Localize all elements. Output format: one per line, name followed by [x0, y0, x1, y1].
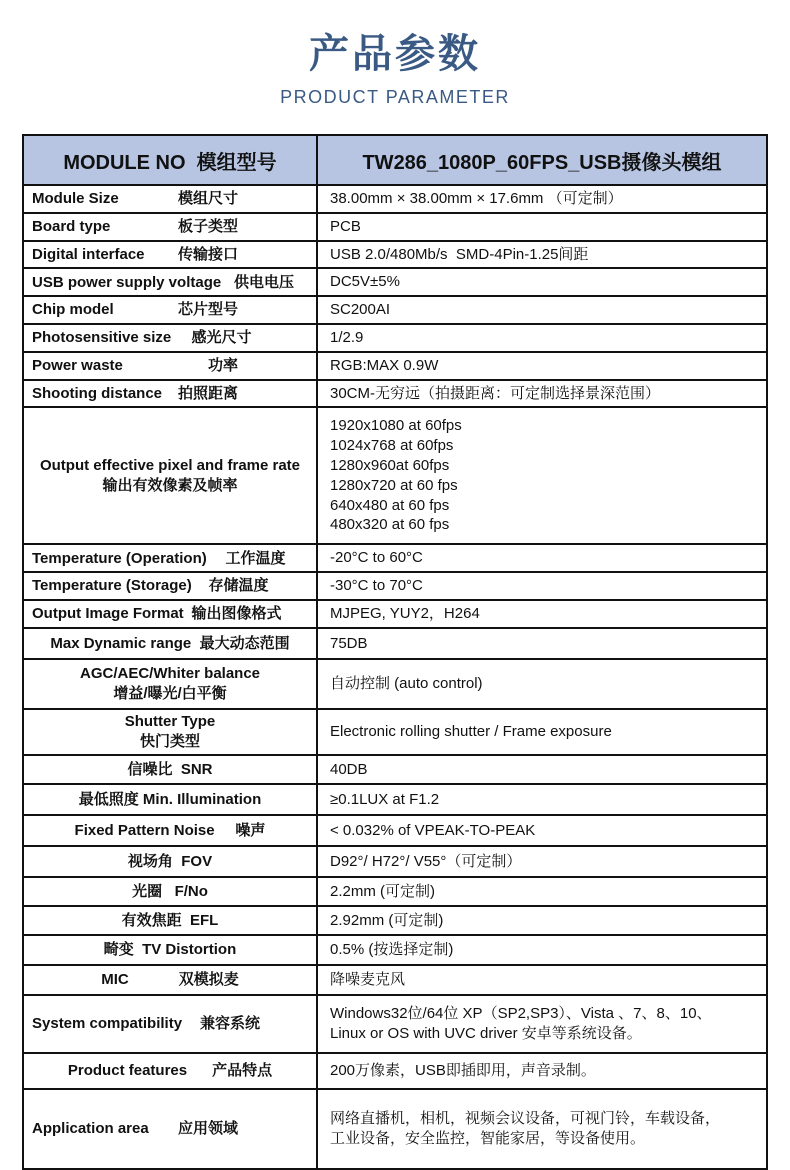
spec-label-line: 输出有效像素及帧率	[102, 476, 238, 494]
spec-label-zh: 拍照距离	[177, 384, 238, 402]
spec-value	[318, 785, 766, 814]
spec-label	[24, 907, 318, 934]
spec-value	[318, 186, 766, 212]
table-row	[24, 408, 766, 545]
spec-value	[318, 756, 766, 783]
spec-label-en: Temperature (Storage)	[32, 577, 192, 595]
spec-label-zh: 存储温度	[208, 577, 269, 595]
spec-value-line: USB 2.0/480Mb/s SMD-4Pin-1.25间距	[330, 245, 589, 263]
spec-label-zh: 工作温度	[225, 549, 286, 567]
table-row	[24, 878, 766, 907]
spec-label-line: 视场角 FOV	[127, 852, 213, 870]
spec-label-line: Max Dynamic range 最大动态范围	[50, 634, 290, 652]
spec-value-line: 1280x720 at 60 fps	[330, 476, 458, 494]
spec-value	[318, 847, 766, 876]
spec-label-en: System compatibility	[32, 1015, 183, 1033]
spec-value-line: 工业设备，安全监控，智能家居，等设备使用。	[330, 1129, 646, 1147]
spec-value	[318, 601, 766, 627]
spec-value	[318, 710, 766, 754]
table-row	[24, 353, 766, 381]
spec-label-en: Shooting distance	[32, 384, 163, 402]
spec-label	[24, 756, 318, 783]
spec-value-line: D92°/ H72°/ V55°（可定制）	[330, 852, 522, 870]
table-row	[24, 214, 766, 242]
spec-label-en: Application area	[32, 1120, 149, 1138]
table-header-row	[24, 136, 766, 186]
spec-value	[318, 629, 766, 658]
spec-label-en: Chip model	[32, 301, 114, 319]
spec-label-en: Digital interface	[32, 245, 145, 263]
spec-label-line: MIC 双模拟麦	[101, 971, 239, 989]
spec-label-en: Photosensitive size	[32, 329, 172, 347]
table-row	[24, 186, 766, 214]
spec-value	[318, 325, 766, 351]
spec-label-line: 有效焦距 EFL	[121, 911, 219, 929]
spec-value-line: 200万像素，USB即插即用，声音录制。	[330, 1062, 596, 1080]
spec-value-line: Windows32位/64位 XP（SP2,SP3）、Vista 、7、8、10、	[330, 1005, 712, 1023]
spec-value-line: 30CM-无穷远（拍摄距离：可定制选择景深范围）	[330, 384, 661, 402]
spec-label-line: 最低照度 Min. Illumination	[78, 790, 262, 808]
table-row	[24, 996, 766, 1054]
spec-label-en: Output Image Format	[32, 605, 184, 623]
spec-value-line: ≥0.1LUX at F1.2	[330, 790, 440, 808]
spec-label-zh: 板子类型	[177, 217, 238, 235]
spec-value-line: < 0.032% of VPEAK-TO-PEAK	[330, 821, 536, 839]
spec-value	[318, 297, 766, 323]
spec-table	[22, 134, 768, 1170]
spec-value-line: 1920x1080 at 60fps	[330, 417, 462, 435]
spec-label	[24, 966, 318, 994]
spec-value	[318, 936, 766, 964]
spec-value	[318, 545, 766, 571]
spec-value-line: 1/2.9	[330, 328, 364, 346]
spec-value	[318, 878, 766, 905]
spec-label-line: 快门类型	[139, 732, 200, 750]
spec-value	[318, 573, 766, 599]
spec-value-line: 1280x960at 60fps	[330, 457, 450, 475]
table-row	[24, 907, 766, 936]
table-row	[24, 756, 766, 785]
spec-value-line: 1024x768 at 60fps	[330, 437, 454, 455]
spec-value-line: DC5V±5%	[330, 273, 400, 291]
spec-label-zh: 传输接口	[177, 245, 238, 263]
spec-value	[318, 907, 766, 934]
spec-label	[24, 1054, 318, 1088]
table-row	[24, 816, 766, 847]
spec-label-zh: 兼容系统	[199, 1015, 260, 1033]
spec-label-en: Board type	[32, 217, 111, 235]
table-row	[24, 381, 766, 409]
spec-label-zh: 供电电压	[233, 273, 294, 291]
spec-label	[24, 710, 318, 754]
spec-value	[318, 1054, 766, 1088]
title-block	[0, 22, 790, 108]
spec-label	[24, 1090, 318, 1168]
spec-value-line: 2.92mm (可定制)	[330, 911, 444, 929]
table-row	[24, 601, 766, 629]
spec-label-line: 畸变 TV Distortion	[103, 941, 237, 959]
spec-label-line: 信噪比 SNR	[127, 760, 213, 778]
spec-value	[318, 408, 766, 543]
spec-label	[24, 785, 318, 814]
spec-value-line: 640x480 at 60 fps	[330, 496, 450, 514]
spec-label-en: Temperature (Operation)	[32, 549, 207, 567]
spec-value	[318, 966, 766, 994]
page-title: 产品参数	[309, 32, 481, 76]
spec-value	[318, 1090, 766, 1168]
table-row	[24, 325, 766, 353]
spec-label-zh: 输出图像格式	[191, 605, 282, 623]
spec-label-zh: 应用领域	[177, 1120, 238, 1138]
spec-value-line: 40DB	[330, 760, 368, 778]
spec-value-line: 480x320 at 60 fps	[330, 516, 450, 534]
spec-label-line: 增益/曝光/白平衡	[113, 684, 227, 702]
spec-value-line: 网络直播机，相机，视频会议设备，可视门铃，车载设备，	[330, 1110, 721, 1128]
spec-value	[318, 816, 766, 845]
spec-label	[24, 214, 318, 240]
table-row	[24, 242, 766, 270]
table-row	[24, 1090, 766, 1168]
spec-value-line: 0.5% (按选择定制)	[330, 941, 454, 959]
spec-value	[318, 381, 766, 407]
spec-label	[24, 629, 318, 658]
spec-label-line: Output effective pixel and frame rate	[39, 457, 301, 475]
table-row	[24, 269, 766, 297]
table-row	[24, 785, 766, 816]
spec-label	[24, 381, 318, 407]
spec-label	[24, 269, 318, 295]
spec-label-zh: 模组尺寸	[177, 190, 238, 208]
spec-label	[24, 573, 318, 599]
table-row	[24, 1054, 766, 1090]
spec-value	[318, 996, 766, 1052]
spec-value-line: PCB	[330, 217, 361, 235]
spec-label-en: Module Size	[32, 190, 119, 208]
spec-value-line: Electronic rolling shutter / Frame exposure	[330, 723, 612, 741]
spec-label	[24, 936, 318, 964]
spec-value-line: SC200AI	[330, 301, 391, 319]
spec-value	[318, 269, 766, 295]
spec-label	[24, 186, 318, 212]
page-subtitle: PRODUCT PARAMETER	[280, 87, 510, 107]
table-row	[24, 847, 766, 878]
spec-label	[24, 545, 318, 571]
spec-label-en: Power waste	[32, 356, 123, 374]
spec-value-line: 2.2mm (可定制)	[330, 882, 436, 900]
spec-value	[318, 242, 766, 268]
spec-label-en: USB power supply voltage	[32, 273, 222, 291]
spec-label	[24, 601, 318, 627]
spec-label-line: Fixed Pattern Noise 噪声	[74, 821, 266, 839]
table-row	[24, 936, 766, 966]
module-no-header: MODULE NO 模组型号	[24, 136, 318, 184]
spec-label	[24, 353, 318, 379]
spec-label	[24, 878, 318, 905]
spec-label	[24, 996, 318, 1052]
table-row	[24, 660, 766, 710]
spec-label-line: Product features 产品特点	[67, 1062, 273, 1080]
spec-value-line: 降噪麦克风	[330, 971, 406, 989]
spec-label	[24, 325, 318, 351]
module-model-header: TW286_1080P_60FPS_USB摄像头模组	[362, 151, 722, 174]
table-row	[24, 966, 766, 996]
spec-value-line: Linux or OS with UVC driver 安卓等系统设备。	[330, 1024, 642, 1042]
spec-value-line: 75DB	[330, 634, 368, 652]
spec-value	[318, 660, 766, 708]
table-row	[24, 545, 766, 573]
spec-value-line: -30°C to 70°C	[330, 577, 423, 595]
spec-value-line: MJPEG, YUY2，H264	[330, 605, 480, 623]
table-row	[24, 710, 766, 756]
spec-rows	[24, 186, 766, 1168]
spec-label-zh: 感光尺寸	[191, 329, 252, 347]
spec-label	[24, 847, 318, 876]
spec-value-line: 自动控制 (auto control)	[330, 675, 483, 693]
table-row	[24, 297, 766, 325]
spec-label	[24, 408, 318, 543]
spec-value-line: -20°C to 60°C	[330, 549, 423, 567]
spec-label-zh: 功率	[207, 356, 238, 374]
spec-label-zh: 芯片型号	[177, 301, 238, 319]
spec-label	[24, 660, 318, 708]
table-row	[24, 573, 766, 601]
spec-value-line: RGB:MAX 0.9W	[330, 356, 439, 374]
spec-label	[24, 242, 318, 268]
spec-label-line: Shutter Type	[124, 713, 216, 731]
spec-label-line: AGC/AEC/Whiter balance	[79, 665, 261, 683]
spec-value	[318, 214, 766, 240]
spec-label-line: 光圈 F/No	[132, 882, 208, 900]
table-row	[24, 629, 766, 660]
spec-value-line: 38.00mm × 38.00mm × 17.6mm （可定制）	[330, 190, 623, 207]
spec-label	[24, 816, 318, 845]
spec-value	[318, 353, 766, 379]
spec-label	[24, 297, 318, 323]
